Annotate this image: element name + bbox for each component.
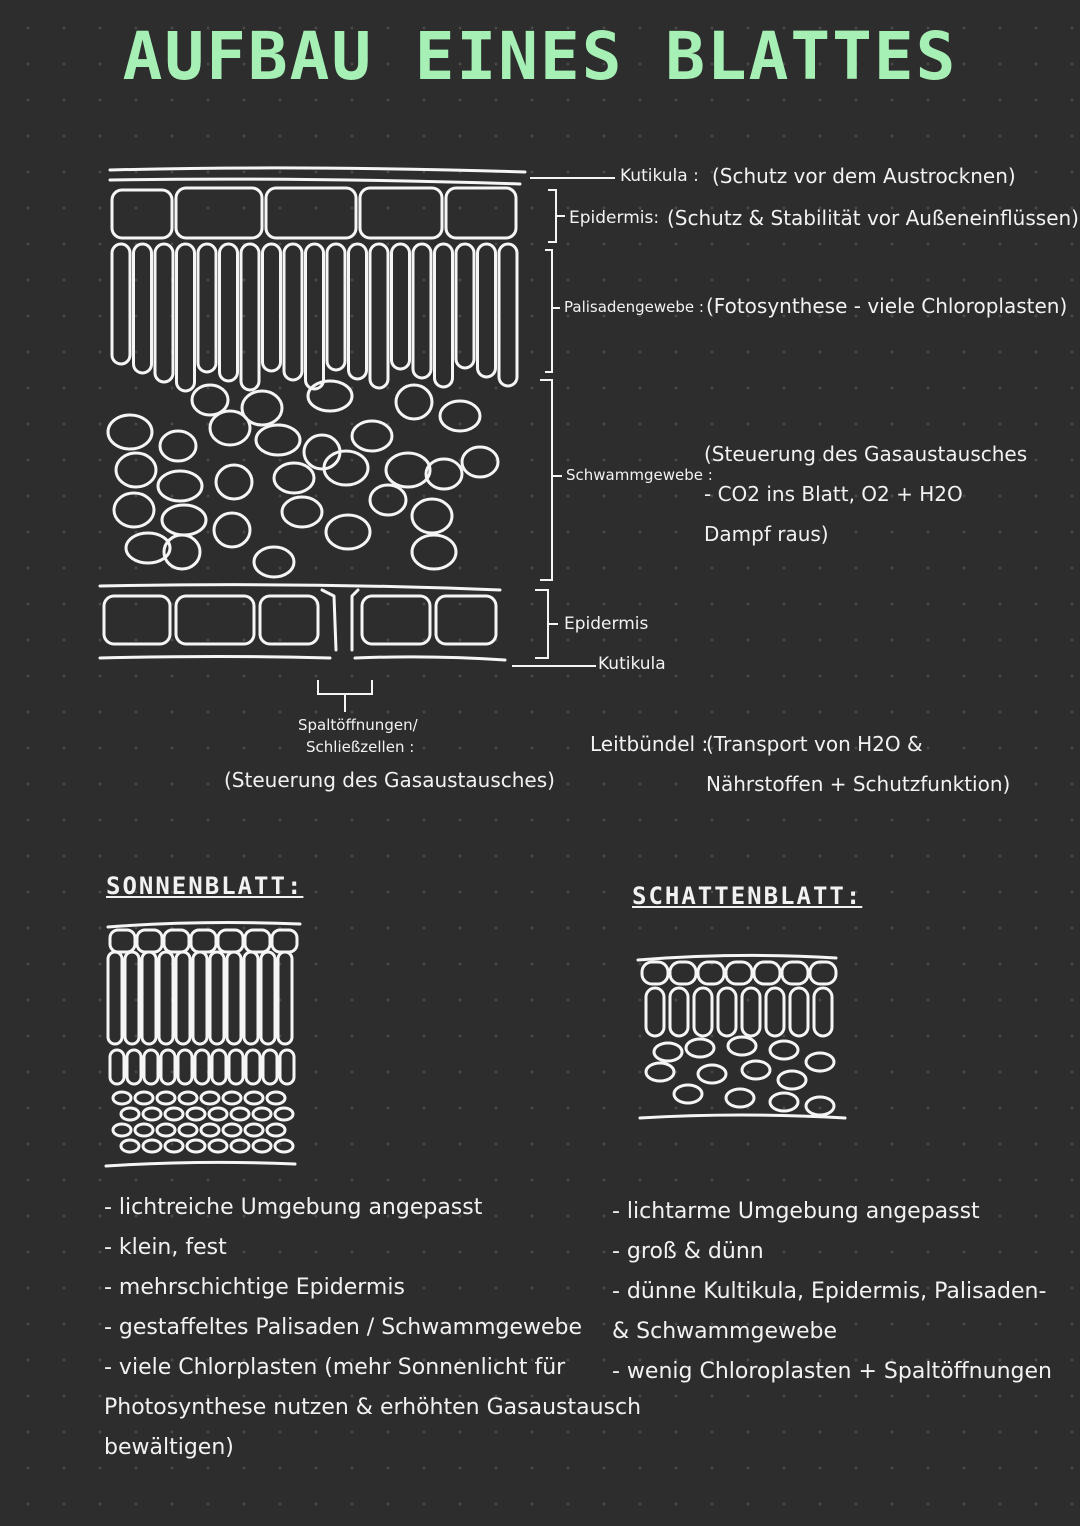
- label-kutikula-top: Kutikula :: [620, 166, 699, 186]
- shade-epidermis-cell: [670, 962, 696, 984]
- desc-schwamm-3: Dampf raus): [704, 522, 829, 546]
- sun-epidermis-cell: [245, 930, 270, 952]
- sun-epidermis-cell: [191, 930, 216, 952]
- spongy-cell: [192, 385, 228, 415]
- spongy-cells: [108, 381, 498, 577]
- spongy-cell: [256, 425, 300, 455]
- sun-epidermis-cell: [272, 930, 297, 952]
- palisade-cell: [478, 244, 496, 377]
- sun-spongy-cell: [209, 1108, 227, 1120]
- sun-palisade-cell: [161, 1050, 175, 1084]
- kutikula-bottom-line: [100, 657, 330, 659]
- shade-spongy-cell: [686, 1039, 714, 1057]
- desc-spalt: (Steuerung des Gasaustausches): [224, 768, 555, 792]
- sun-spongy-cell: [275, 1108, 293, 1120]
- palisade-cell: [456, 244, 474, 368]
- shade-spongy-cell: [654, 1043, 682, 1061]
- sun-palisade-cell: [278, 952, 292, 1044]
- spongy-cell: [108, 415, 152, 449]
- spongy-cell: [162, 505, 206, 535]
- palisade-cell: [241, 244, 259, 390]
- list-item: & Schwammgewebe: [612, 1319, 838, 1344]
- sun-palisade-cell: [125, 952, 139, 1044]
- list-item: - mehrschichtige Epidermis: [104, 1275, 405, 1300]
- palisade-cells: [112, 244, 517, 391]
- desc-leitbuendel-1: (Transport von H2O &: [706, 732, 923, 756]
- palisade-cell: [220, 244, 238, 381]
- sun-palisade-cell: [210, 952, 224, 1044]
- palisade-cell: [327, 244, 345, 370]
- sun-spongy-cell: [267, 1124, 285, 1136]
- list-item: - dünne Kultikula, Epidermis, Palisaden-: [612, 1279, 1047, 1304]
- spongy-cell: [160, 431, 196, 461]
- label-spalt-1: Spaltöffnungen/: [298, 716, 418, 734]
- list-item: - lichtreiche Umgebung angepasst: [104, 1195, 483, 1220]
- sun-palisade-cell: [110, 1050, 124, 1084]
- sun-spongy-cell: [113, 1124, 131, 1136]
- sun-palisade-cell: [193, 952, 207, 1044]
- palisade-cell: [177, 244, 195, 391]
- list-item: - klein, fest: [104, 1235, 227, 1260]
- spongy-cell: [114, 493, 154, 527]
- sun-palisade-cell: [263, 1050, 277, 1084]
- sun-spongy-cell: [165, 1140, 183, 1152]
- list-item: - wenig Chloroplasten + Spaltöffnungen: [612, 1359, 1052, 1384]
- shade-spongy-cell: [728, 1037, 756, 1055]
- sun-palisade-cell: [280, 1050, 294, 1084]
- sun-spongy-cell: [135, 1092, 153, 1104]
- palisade-cell: [155, 244, 173, 382]
- sun-palisade-cell: [178, 1050, 192, 1084]
- desc-schwamm-1: (Steuerung des Gasaustausches: [704, 442, 1028, 466]
- sun-spongy-cell: [143, 1140, 161, 1152]
- shade-palisade-cell: [694, 988, 712, 1036]
- list-item: bewältigen): [104, 1435, 234, 1460]
- sun-spongy-cell: [253, 1140, 271, 1152]
- page-title: AUFBAU EINES BLATTES: [122, 18, 958, 95]
- list-item: - lichtarme Umgebung angepasst: [612, 1199, 980, 1224]
- spongy-cell: [462, 447, 498, 477]
- spongy-cell: [274, 463, 314, 493]
- spongy-cell: [326, 515, 370, 549]
- palisade-cell: [435, 244, 453, 387]
- sun-spongy-cell: [157, 1124, 175, 1136]
- shade-palisade-cell: [790, 988, 808, 1036]
- sun-spongy-cell: [187, 1140, 205, 1152]
- spongy-cell: [158, 471, 202, 501]
- label-epidermis-bottom: Epidermis: [564, 614, 649, 634]
- sun-palisade-cell: [195, 1050, 209, 1084]
- spongy-cell: [210, 411, 250, 445]
- shade-epidermis-cell: [698, 962, 724, 984]
- spongy-cell: [116, 453, 156, 487]
- shade-spongy-cell: [742, 1061, 770, 1079]
- sun-palisade-cell: [261, 952, 275, 1044]
- sun-spongy-cell: [157, 1092, 175, 1104]
- palisade-cell: [370, 244, 388, 388]
- list-item: - gestaffeltes Palisaden / Schwammgewebe: [104, 1315, 583, 1340]
- sun-spongy-cell: [143, 1108, 161, 1120]
- sun-spongy-cell: [179, 1124, 197, 1136]
- desc-leitbuendel-2: Nährstoffen + Schutzfunktion): [706, 772, 1011, 796]
- spongy-cell: [426, 459, 462, 489]
- label-spalt-2: Schließzellen :: [306, 738, 415, 756]
- kutikula-top-line: [110, 168, 525, 172]
- sun-palisade-cell: [127, 1050, 141, 1084]
- sun-palisade-cell: [108, 952, 122, 1044]
- shade-palisade-cell: [766, 988, 784, 1036]
- schattenblatt-drawing: [638, 955, 845, 1118]
- stoma-bracket: [318, 680, 372, 712]
- shade-palisade-cell: [718, 988, 736, 1036]
- sun-spongy-cell: [113, 1092, 131, 1104]
- desc-schwamm-2: - CO2 ins Blatt, O2 + H2O: [704, 482, 963, 506]
- shade-spongy-cell: [698, 1065, 726, 1083]
- sun-palisade-cell: [229, 1050, 243, 1084]
- leaf-cross-section: [100, 168, 525, 712]
- desc-kutikula-top: (Schutz vor dem Austrocknen): [712, 164, 1016, 188]
- sun-spongy-cell: [201, 1092, 219, 1104]
- spongy-cell: [282, 497, 322, 527]
- shade-spongy-cell: [674, 1085, 702, 1103]
- palisade-cell: [499, 244, 517, 386]
- shade-spongy-cell: [806, 1053, 834, 1071]
- shade-epidermis-cell: [810, 962, 836, 984]
- sun-palisade-cell: [159, 952, 173, 1044]
- label-kutikula-bottom: Kutikula: [598, 654, 666, 674]
- epidermis-top-cells: [112, 188, 516, 238]
- sun-palisade-cell: [227, 952, 241, 1044]
- sun-epidermis-cell: [164, 930, 189, 952]
- spongy-cell: [440, 401, 480, 431]
- spongy-cell: [214, 513, 250, 547]
- palisade-cell: [413, 244, 431, 378]
- epidermis-bottom-cells: [104, 596, 496, 644]
- palisade-cell: [392, 244, 410, 369]
- sun-palisade-cell: [244, 952, 258, 1044]
- schattenblatt-list: [612, 1192, 1052, 1392]
- shade-spongy-cell: [770, 1093, 798, 1111]
- sun-spongy-cell: [187, 1108, 205, 1120]
- sonnenblatt-drawing: [106, 923, 300, 1166]
- spongy-cell: [386, 453, 430, 487]
- sun-palisade-cell: [246, 1050, 260, 1084]
- shade-spongy-cell: [646, 1063, 674, 1081]
- shade-spongy-cell: [778, 1071, 806, 1089]
- label-leitbuendel: Leitbündel :: [590, 732, 709, 756]
- epidermis-bottom-line: [100, 585, 500, 590]
- sun-epidermis-cell: [137, 930, 162, 952]
- sun-spongy-cell: [165, 1108, 183, 1120]
- list-item: - viele Chlorplasten (mehr Sonnenlicht für: [104, 1355, 566, 1380]
- sun-spongy-cell: [209, 1140, 227, 1152]
- label-connectors: [512, 178, 615, 666]
- spongy-cell: [216, 465, 252, 499]
- desc-epidermis-top: (Schutz & Stabilität vor Außeneinflüssen): [667, 206, 1079, 230]
- palisade-cell: [349, 244, 367, 379]
- sun-spongy-cell: [201, 1124, 219, 1136]
- sun-palisade-cell: [144, 1050, 158, 1084]
- spongy-cell: [254, 547, 294, 577]
- palisade-cell: [306, 244, 324, 389]
- sun-palisade-cell: [176, 952, 190, 1044]
- sun-spongy-cell: [223, 1124, 241, 1136]
- stoma-left: [322, 590, 336, 650]
- palisade-cell: [134, 244, 152, 373]
- shade-palisade-cell: [646, 988, 664, 1036]
- label-epidermis-top: Epidermis:: [569, 208, 660, 228]
- label-schwamm: Schwammgewebe :: [566, 466, 713, 484]
- sun-spongy-cell: [245, 1092, 263, 1104]
- sun-spongy-cell: [121, 1108, 139, 1120]
- desc-palisaden: (Fotosynthese - viele Chloroplasten): [706, 294, 1068, 318]
- sun-spongy-cell: [231, 1108, 249, 1120]
- sun-spongy-cell: [223, 1092, 241, 1104]
- label-palisaden: Palisadengewebe :: [564, 298, 704, 316]
- shade-spongy-cell: [806, 1097, 834, 1115]
- spongy-cell: [308, 381, 352, 411]
- sun-spongy-cell: [253, 1108, 271, 1120]
- shade-epidermis-cell: [726, 962, 752, 984]
- spongy-cell: [396, 385, 432, 419]
- shade-palisade-cell: [670, 988, 688, 1036]
- schattenblatt-heading: SCHATTENBLATT:: [632, 882, 863, 910]
- list-item: Photosynthese nutzen & erhöhten Gasaustausch: [104, 1395, 642, 1420]
- shade-palisade-cell: [814, 988, 832, 1036]
- palisade-cell: [112, 244, 130, 364]
- list-item: - groß & dünn: [612, 1239, 764, 1264]
- stoma-right: [352, 590, 358, 650]
- sun-spongy-cell: [179, 1092, 197, 1104]
- spongy-cell: [412, 535, 456, 569]
- spongy-cell: [370, 485, 406, 515]
- shade-spongy-cell: [726, 1089, 754, 1107]
- sun-spongy-cell: [121, 1140, 139, 1152]
- palisade-cell: [284, 244, 302, 380]
- shade-epidermis-cell: [782, 962, 808, 984]
- sun-palisade-cell: [212, 1050, 226, 1084]
- shade-epidermis-cell: [642, 962, 668, 984]
- sun-spongy-cell: [245, 1124, 263, 1136]
- sun-palisade-cell: [142, 952, 156, 1044]
- shade-epidermis-cell: [754, 962, 780, 984]
- spongy-cell: [352, 421, 392, 451]
- sun-epidermis-cell: [218, 930, 243, 952]
- shade-spongy-cell: [770, 1041, 798, 1059]
- sun-spongy-cell: [267, 1092, 285, 1104]
- palisade-cell: [263, 244, 281, 371]
- sonnenblatt-list: [104, 1188, 641, 1468]
- sun-spongy-cell: [275, 1140, 293, 1152]
- sun-epidermis-cell: [110, 930, 135, 952]
- sonnenblatt-heading: SONNENBLATT:: [106, 872, 304, 900]
- spongy-cell: [412, 499, 452, 533]
- palisade-cell: [198, 244, 216, 372]
- sun-spongy-cell: [231, 1140, 249, 1152]
- shade-palisade-cell: [742, 988, 760, 1036]
- sun-spongy-cell: [135, 1124, 153, 1136]
